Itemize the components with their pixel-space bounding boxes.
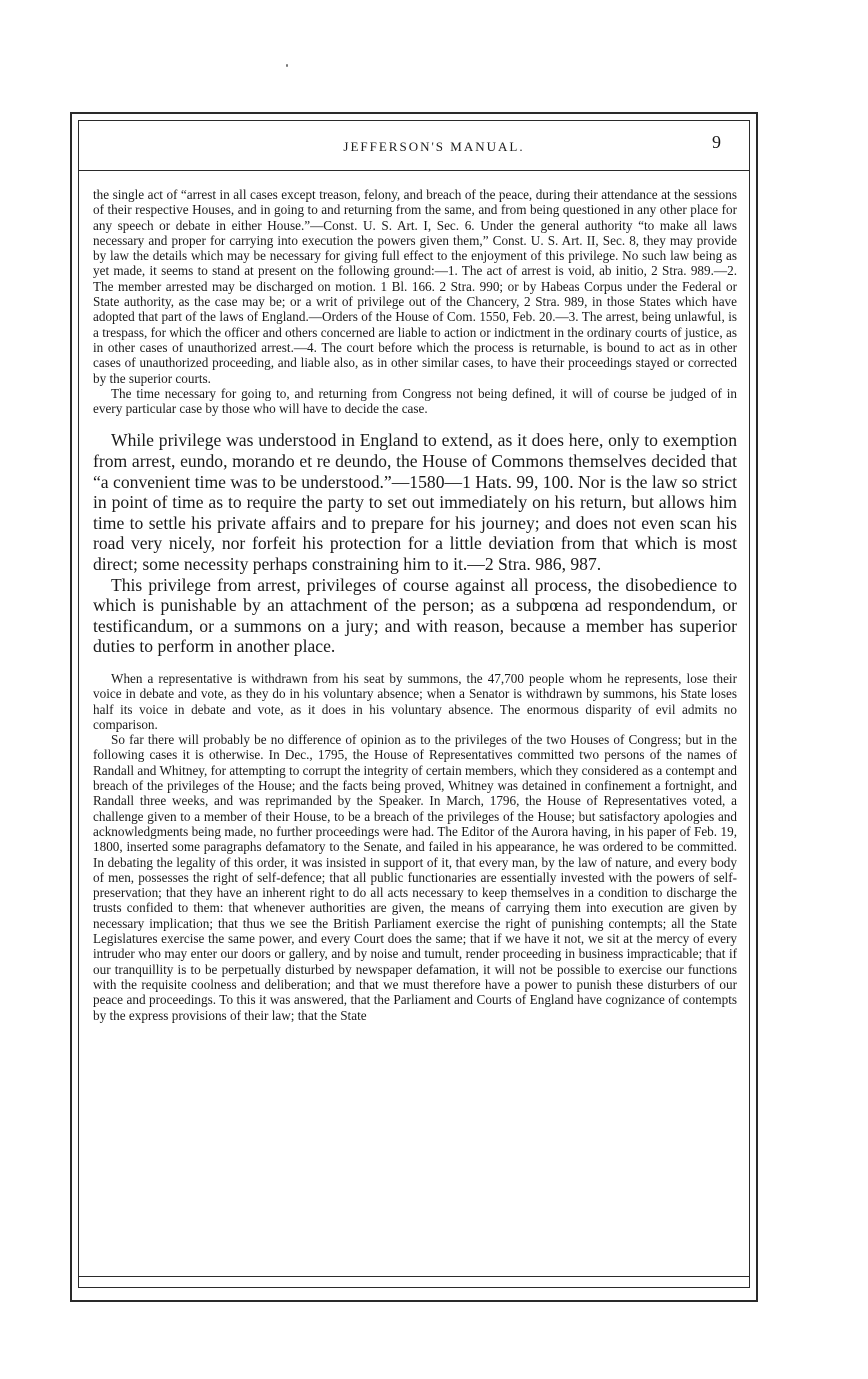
paragraph-arrest-privilege: the single act of “arrest in all cases except treason, felony, and breach of the peace, during their attendance at the sessions of their respective Houses, and in going to and returning from the same, and from being questioned in any other place for any speech or debate in either House.”—Const. U. S. Art. I, Sec. 6. Under the general authority “to make all laws necessary and proper for carrying into execution the powers given them,” Const. U. S. Art. II, Sec. 8, they may provide by law the details which may be necessary for giving full effect to the enjoyment of this privilege. No such law being as yet made, it seems to stand at present on the following ground:—1. The act of arrest is void, ab initio, 2 Stra. 989.—2. The member arrested may be discharged on motion. 1 Bl. 166. 2 Stra. 990; or by Habeas Corpus under the Federal or State authority, as the case may be; or a writ of privilege out of the Chancery, 2 Stra. 989, in those States which have adopted that part of the laws of England.—Orders of the House of Com. 1550, Feb. 20.—3. The arrest, being unlawful, is a trespass, for which the officer and others concerned are liable to action or indictment in the ordinary courts of justice, as in other cases of unauthorized arrest.—4. The court before which the process is returnable, is bound to act as in other cases of unauthorized proceeding, and liable also, as in other similar cases, to have their proceedings stayed or corrected by the superior courts.: [93, 187, 737, 386]
paragraph-privilege-from-arrest: This privilege from arrest, privileges of course against all process, the disobedience to which is punishable by an attachment of the person; as a subpœna ad respondendum, or testificandum, or a summons on a jury; and with reason, because a member has superior duties to perform in another place.: [93, 574, 737, 657]
page-number: 9: [712, 132, 721, 152]
paper-speck: [286, 64, 288, 67]
paragraph-time-necessary: The time necessary for going to, and returning from Congress not being defined, it will of course be judged of in every particular case by those who will have to decide the case.: [93, 385, 737, 417]
paragraph-contempt-cases: So far there will probably be no difference of opinion as to the privileges of the two Houses of Congress; but in the following cases it is otherwise. In Dec., 1795, the House of Representatives committed two persons of the names of Randall and Whitney, for attempting to corrupt the integrity of certain members, which they considered as a contempt and breach of the privileges of the House; and the facts being proved, Whitney was detained in confinement a fortnight, and Randall three weeks, and was reprimanded by the Speaker. In March, 1796, the House of Representatives voted, a challenge given to a member of their House, to be a breach of the privileges of the House; but satisfactory apologies and acknowledgments being made, no further proceedings were had. The Editor of the Aurora having, in his paper of Feb. 19, 1800, inserted some paragraphs defamatory to the Senate, and failed in his appearance, he was ordered to be committed. In debating the legality of this order, it was insisted in support of it, that every man, by the law of nature, and every body of men, possesses the right of self-defence; that all public functionaries are essentially invested with the powers of self-preservation; that they have an inherent right to do all acts necessary to keep themselves in a condition to discharge the trusts confided to them: that whenever authorities are given, the means of carrying them into execution are given by necessary implication; that thus we see the British Parliament exercise the right of punishing contempts; all the State Legislatures exercise the same power, and every Court does the same; that if we have it not, we sit at the mercy of every intruder who may enter our doors or gallery, and by noise and tumult, render proceeding in business impracticable; that if our tranquillity is to be perpetually disturbed by newspaper defamation, it will not be possible to exercise our functions with the requisite coolness and deliberation; and that we must therefore have a power to punish these disturbers of our peace and proceedings. To this it was answered, that the Parliament and Courts of England have cognizance of contempts by the express provisions of their law; that the State: [93, 732, 737, 1023]
running-head: JEFFERSON'S MANUAL.: [343, 139, 525, 154]
page-body: [93, 187, 737, 1023]
footer-rule: [78, 1276, 750, 1277]
paragraph-convenient-time: While privilege was understood in England to extend, as it does here, only to exemption from arrest, eundo, morando et re deundo, the House of Commons themselves decided that “a convenient time was to be understood.”—1580—1 Hats. 99, 100. Nor is the law so strict in point of time as to require the party to set out immediately on his return, but allows him time to settle his private affairs and to prepare for his journey; and does not even scan his road very nicely, nor forfeit his protection for a little deviation from that which is most direct; some necessity perhaps constraining him to it.—2 Stra. 986, 987.: [93, 430, 737, 575]
header-rule: [78, 170, 750, 171]
paragraph-representative-withdrawn: When a representative is withdrawn from his seat by summons, the 47,700 people whom he represents, lose their voice in debate and vote, as they do in his voluntary absence; when a Senator is withdrawn by summons, his State loses half its voice in debate and vote, as it does in his voluntary absence. The enormous disparity of evil admits no comparison.: [93, 670, 737, 732]
